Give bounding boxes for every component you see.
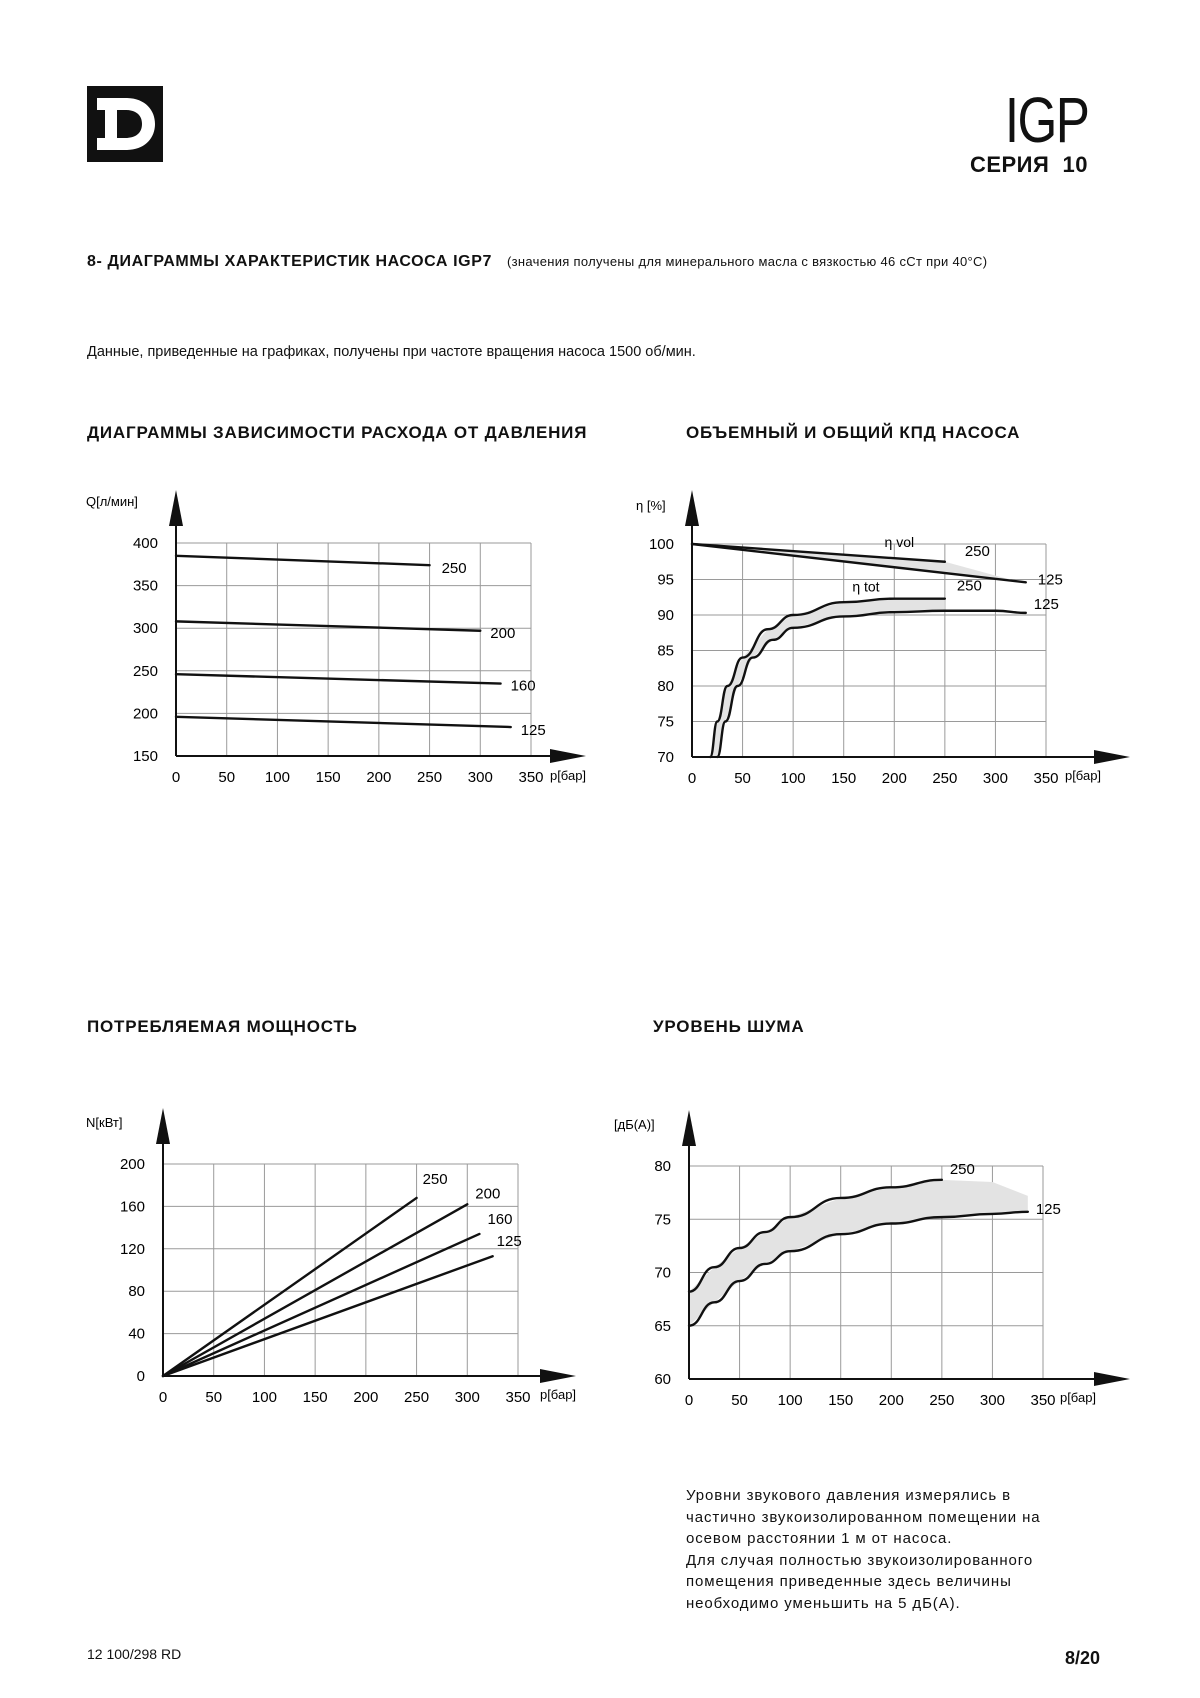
efficiency-x-tick-label: 350 [1033,770,1059,787]
power-x-tick-label: 250 [404,1389,430,1406]
power-series-line [163,1234,479,1376]
efficiency-chart-title: ОБЪЕМНЫЙ И ОБЩИЙ КПД НАСОСА [686,423,1021,442]
efficiency-x-tick-label: 300 [982,770,1008,787]
efficiency-x-tick-label: 200 [881,770,907,787]
power-y-tick-label: 80 [128,1283,145,1301]
efficiency-y-tick-label: 95 [657,571,674,589]
power-y-axis-arrow [156,1108,170,1144]
efficiency-series-line [717,611,1025,757]
power-y-tick-label: 160 [119,1198,145,1216]
power-series-label: 250 [422,1170,448,1188]
efficiency-x-tick-label: 100 [780,770,806,787]
efficiency-y-tick-label: 70 [657,749,674,766]
flow-x-tick-label: 250 [417,769,443,786]
flow-x-axis-arrow [550,749,586,763]
flow-x-tick-label: 200 [366,769,392,786]
noise-series-label: 250 [949,1160,975,1178]
document-number: 12 100/298 RD [87,1646,182,1662]
efficiency-series-label: 250 [956,577,982,595]
noise-x-tick-label: 150 [828,1392,854,1409]
power-x-axis-label: p[бар] [539,1387,577,1402]
power-chart-title: ПОТРЕБЛЯЕМАЯ МОЩНОСТЬ [87,1017,358,1036]
power-x-tick-label: 100 [251,1389,277,1406]
flow-series-label: 200 [490,624,516,642]
noise-y-tick-label: 70 [654,1264,671,1282]
power-series-line [163,1256,493,1376]
flow-series-line [176,556,430,565]
noise-x-axis-label: p[бар] [1059,1390,1097,1405]
noise-y-tick-label: 65 [654,1317,671,1335]
efficiency-y-tick-label: 85 [657,642,674,660]
efficiency-y-tick-label: 80 [657,678,674,695]
flow-x-axis-label: p[бар] [549,768,587,783]
flow-x-tick-label: 350 [518,769,544,786]
flow-series-label: 160 [510,677,536,695]
efficiency-series-label: 250 [964,542,990,560]
flow-y-tick-label: 350 [132,577,158,595]
page-number: 8/20 [1064,1648,1100,1668]
flow-x-tick-label: 50 [218,769,236,786]
noise-y-tick-label: 80 [654,1158,671,1175]
flow-x-tick-label: 0 [171,769,181,786]
noise-x-axis-arrow [1094,1372,1130,1386]
flow-y-tick-label: 300 [132,620,158,638]
power-series-label: 160 [487,1210,513,1228]
flow-chart-title: ДИАГРАММЫ ЗАВИСИМОСТИ РАСХОДА ОТ ДАВЛЕНИЯ [87,423,588,442]
power-y-tick-label: 40 [128,1325,145,1343]
flow-y-tick-label: 150 [132,748,158,765]
efficiency-tot-band [710,599,945,757]
power-series-label: 125 [496,1233,522,1251]
efficiency-x-tick-label: 50 [734,770,751,787]
efficiency-y-axis-arrow [685,490,699,526]
noise-x-tick-label: 0 [684,1392,694,1409]
power-x-axis-arrow [540,1369,576,1383]
power-x-tick-label: 200 [353,1389,379,1406]
flow-series-label: 250 [441,560,467,578]
noise-y-tick-label: 60 [654,1371,671,1388]
efficiency-y-tick-label: 90 [657,607,674,624]
efficiency-x-tick-label: 150 [831,770,857,787]
section-title: 8- ДИАГРАММЫ ХАРАКТЕРИСТИК НАСОСА IGP7 [87,253,492,270]
power-series-line [163,1198,417,1376]
power-y-tick-label: 120 [119,1240,145,1258]
power-x-tick-label: 350 [505,1389,531,1406]
brand-title: IGP [1004,84,1088,156]
eta-vol-annotation: η vol [884,533,915,550]
efficiency-y-axis-label: η [%] [636,498,666,513]
noise-y-axis-arrow [682,1110,696,1146]
noise-chart-title: УРОВЕНЬ ШУМА [653,1017,805,1036]
power-x-tick-label: 50 [205,1389,223,1406]
power-y-axis-label: N[кВт] [86,1115,123,1130]
power-y-tick-label: 200 [119,1156,145,1173]
efficiency-y-tick-label: 75 [657,713,674,731]
noise-x-tick-label: 50 [731,1392,748,1409]
noise-x-tick-label: 250 [929,1392,955,1409]
eta-tot-annotation: η tot [852,578,880,595]
noise-note [686,1485,1066,1614]
noise-y-axis-label: [дБ(А)] [614,1117,655,1132]
flow-series-label: 125 [520,722,546,740]
power-x-tick-label: 300 [454,1389,480,1406]
flow-y-axis-label: Q[л/мин] [86,494,138,509]
flow-y-tick-label: 200 [132,705,158,723]
section-note: (значения получены для минерального масла с вязкостью 46 сСт при 40°C) [507,254,988,269]
noise-series-label: 125 [1035,1200,1061,1218]
power-series-label: 200 [475,1185,501,1203]
flow-x-tick-label: 150 [315,769,341,786]
power-y-tick-label: 0 [136,1368,145,1385]
flow-y-tick-label: 250 [132,662,158,680]
efficiency-series-line [710,599,945,757]
noise-y-tick-label: 75 [654,1211,671,1229]
flow-series-line [176,717,511,727]
noise-x-tick-label: 200 [878,1392,904,1409]
efficiency-x-tick-label: 0 [687,770,697,787]
series-label: СЕРИЯ 10 [969,152,1088,177]
noise-x-tick-label: 300 [979,1392,1005,1409]
noise-note-paragraph: Для случая полностью звукоизолированного помещения приведенные здесь величины необходимо уменьшить на 5 дБ(А). [686,1551,1034,1612]
efficiency-x-axis-label: p[бар] [1064,768,1102,783]
flow-y-tick-label: 400 [132,535,158,552]
flow-x-tick-label: 100 [264,769,290,786]
flow-x-tick-label: 300 [467,769,493,786]
efficiency-x-axis-arrow [1094,750,1130,764]
efficiency-y-tick-label: 100 [648,536,674,553]
efficiency-series-label: 125 [1033,595,1059,613]
noise-note-paragraph: Уровни звукового давления измерялись в частично звукоизолированном помещении на осевом расстоянии 1 м от насоса. [686,1487,1041,1547]
power-x-tick-label: 150 [302,1389,328,1406]
flow-series-line [176,674,501,683]
efficiency-x-tick-label: 250 [932,770,958,787]
noise-x-tick-label: 100 [777,1392,803,1409]
efficiency-series-label: 125 [1037,571,1063,589]
intro-text: Данные, приведенные на графиках, получены при частоте вращения насоса 1500 об/мин. [87,344,696,360]
flow-y-axis-arrow [169,490,183,526]
noise-x-tick-label: 350 [1030,1392,1056,1409]
power-x-tick-label: 0 [158,1389,168,1406]
